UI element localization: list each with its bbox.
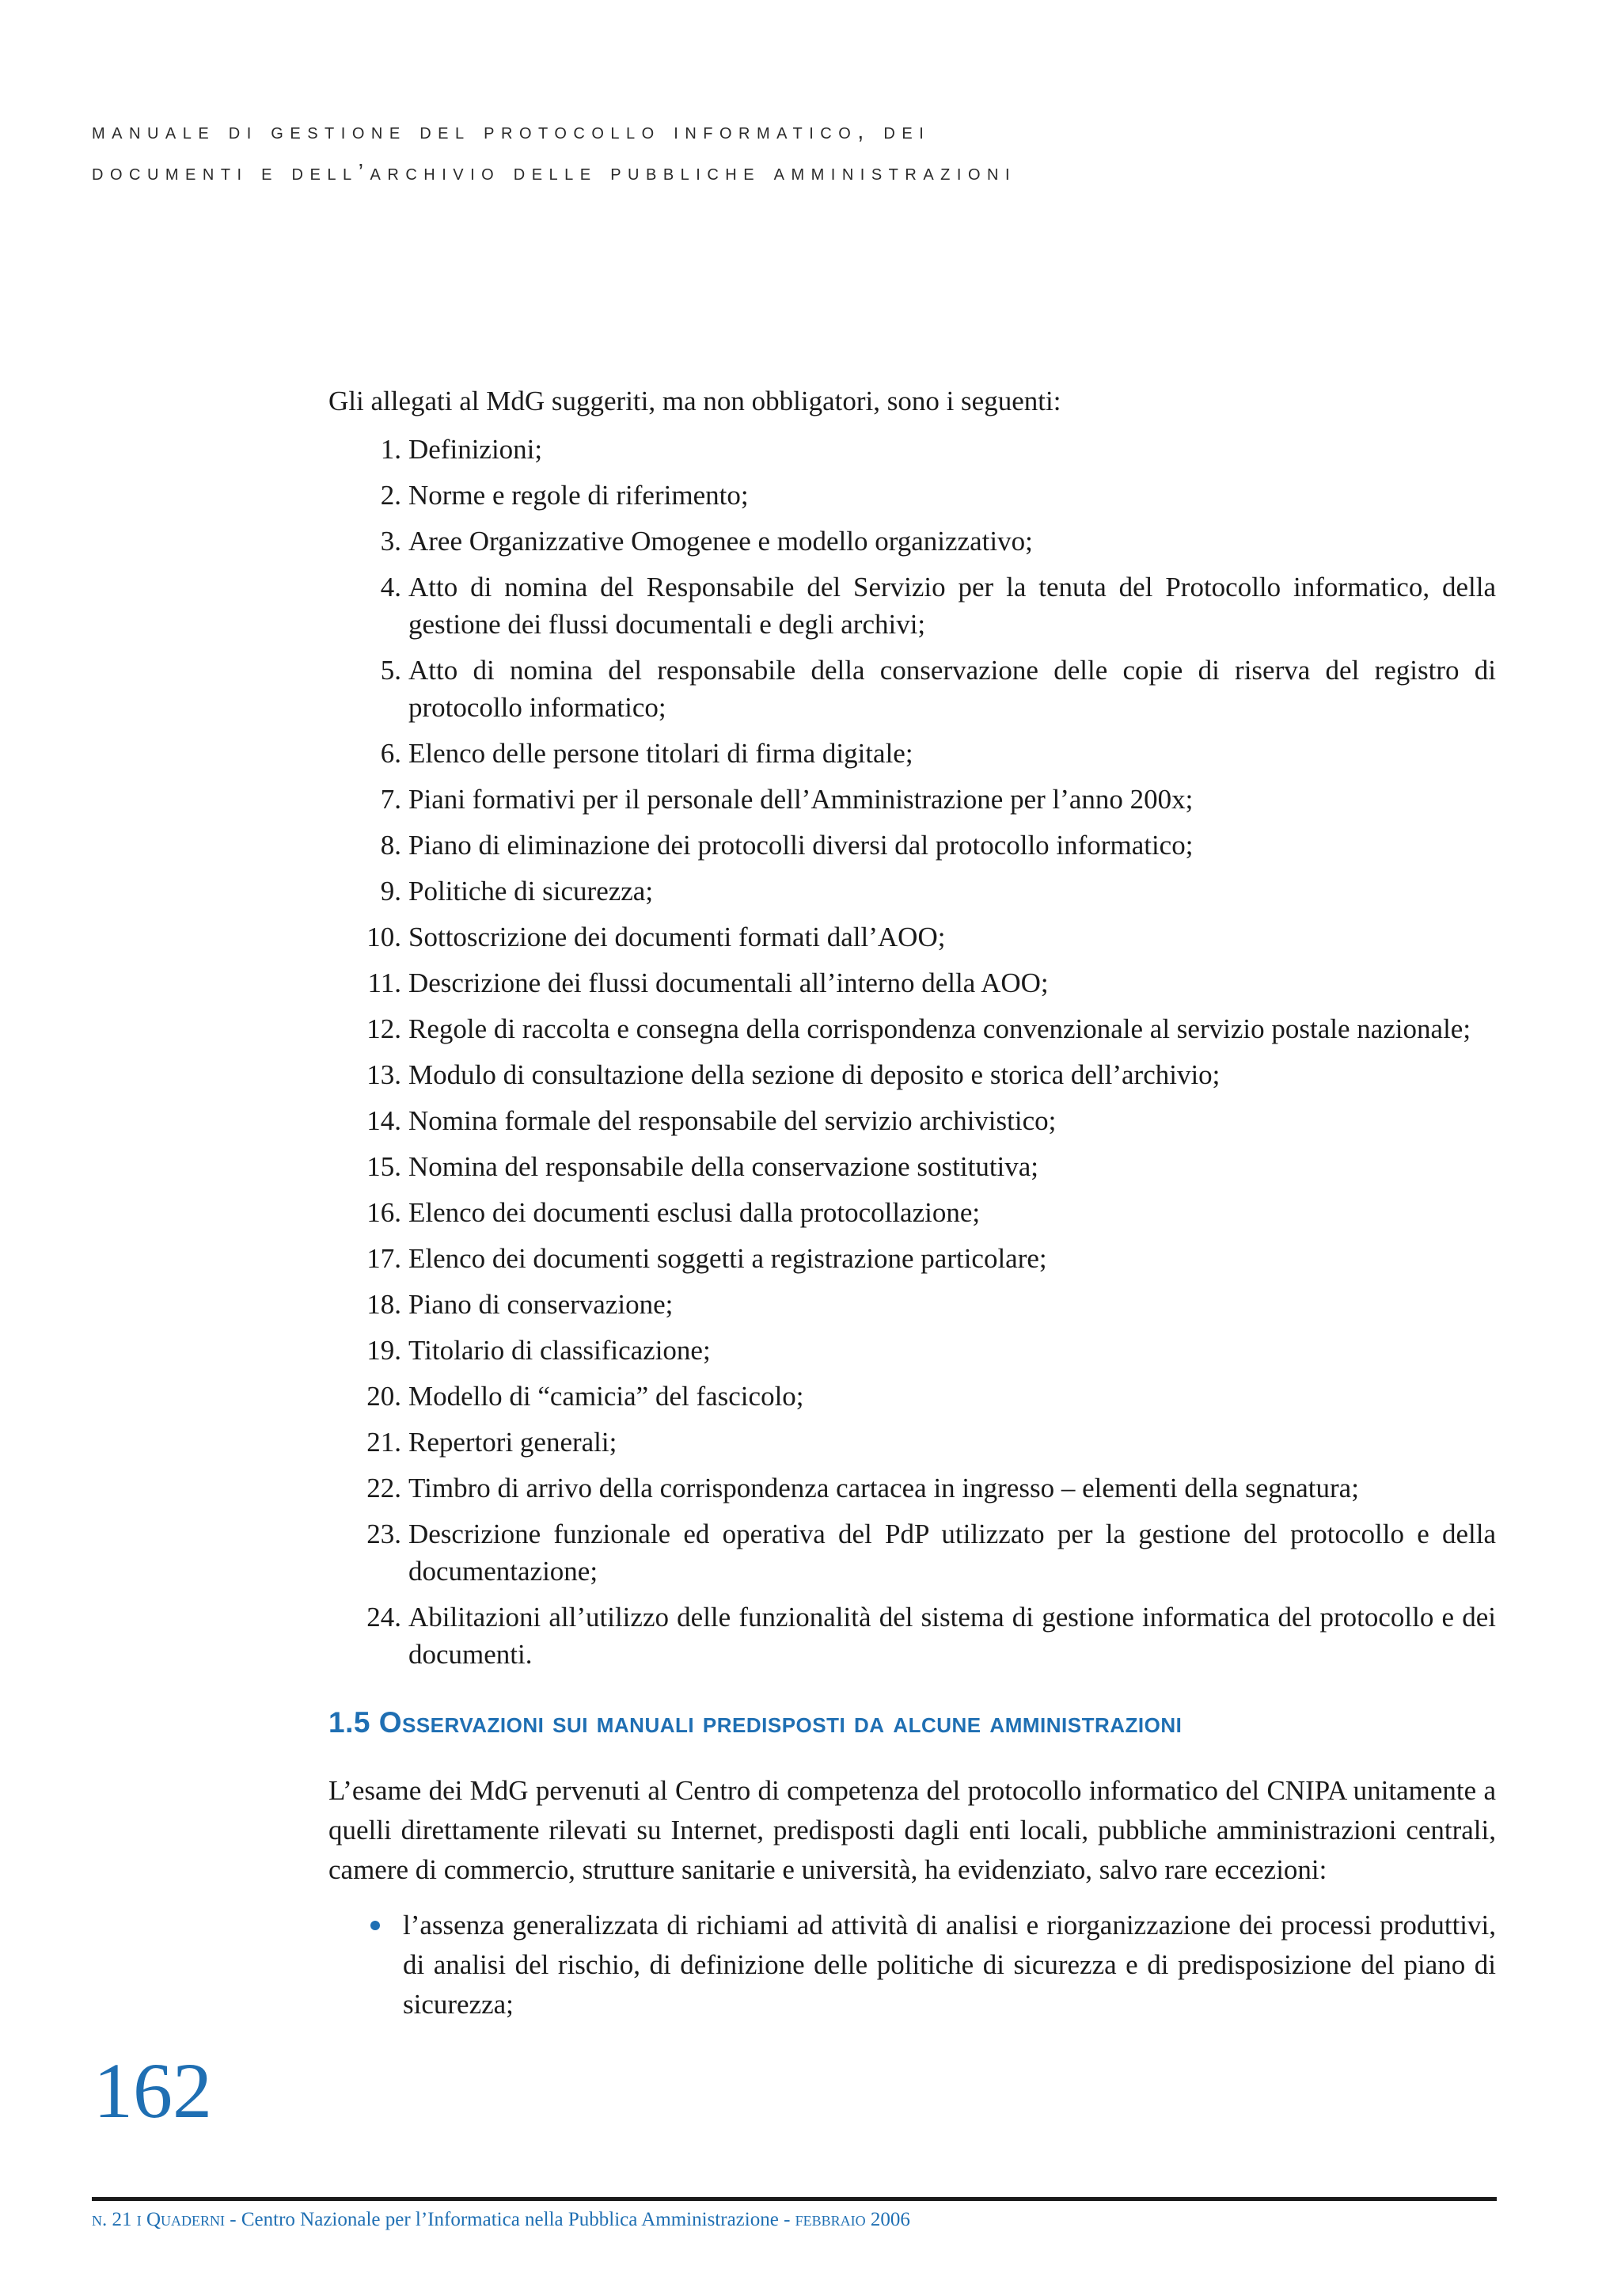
list-item-text: Descrizione funzionale ed operativa del PdP utilizzato per la gestione del protocollo e della documentazione; <box>408 1519 1496 1587</box>
section-heading: 1.5 Osservazioni sui manuali predisposti da alcune amministrazioni <box>328 1706 1183 1739</box>
list-item-text: Repertori generali; <box>408 1427 617 1458</box>
list-item <box>328 431 1496 468</box>
list-item-number: 13. <box>366 1059 401 1090</box>
list-item-number: 17. <box>366 1243 401 1274</box>
list-item <box>328 781 1496 818</box>
list-item <box>328 1286 1496 1323</box>
list-item <box>328 1148 1496 1185</box>
list-item <box>328 735 1496 772</box>
bullet-text: l’assenza generalizzata di richiami ad attività di analisi e riorganizzazione dei processi produttivi, di analisi del rischio, di definizione delle politiche di sicurezza e di predisposizione del piano di sicurezza; <box>403 1910 1496 2020</box>
list-item-number: 1. <box>380 434 401 465</box>
list-item-number: 11. <box>367 967 401 998</box>
running-header-line-2: documenti e dell’archivio delle pubbliche amministrazioni <box>92 160 1017 185</box>
list-item-number: 22. <box>366 1473 401 1503</box>
attachments-list <box>328 431 1496 1673</box>
list-item-number: 12. <box>366 1013 401 1044</box>
list-item-number: 9. <box>380 876 401 907</box>
list-item-text: Piano di eliminazione dei protocolli diversi dal protocollo informatico; <box>408 830 1194 861</box>
list-item-text: Regole di raccolta e consegna della corrispondenza convenzionale al servizio postale nazionale; <box>408 1013 1471 1044</box>
list-item-number: 18. <box>366 1289 401 1320</box>
list-item <box>328 1056 1496 1093</box>
footer-organization: Centro Nazionale per l’Informatica nella Pubblica Amministrazione <box>241 2209 779 2230</box>
footer-issue: n. 21 i Quaderni <box>92 2209 226 2230</box>
list-item-number: 2. <box>380 480 401 511</box>
list-item-text: Sottoscrizione dei documenti formati dall’AOO; <box>408 922 946 952</box>
list-item-text: Piano di conservazione; <box>408 1289 674 1320</box>
list-item <box>328 1469 1496 1507</box>
list-item-number: 5. <box>380 655 401 686</box>
list-item <box>328 1010 1496 1047</box>
bullet-icon <box>328 1906 403 2024</box>
list-item-number: 3. <box>380 526 401 557</box>
footer-divider <box>92 2197 1497 2201</box>
list-item <box>328 1194 1496 1231</box>
list-item <box>328 872 1496 910</box>
list-item <box>328 1515 1496 1590</box>
running-header <box>92 111 1517 193</box>
list-item-text: Atto di nomina del Responsabile del Servizio per la tenuta del Protocollo informatico, della gestione dei flussi documentali e degli archivi; <box>408 572 1496 640</box>
list-item-text: Piani formativi per il personale dell’Amministrazione per l’anno 200x; <box>408 784 1194 815</box>
list-item-number: 7. <box>380 784 401 815</box>
list-item-text: Descrizione dei flussi documentali all’interno della AOO; <box>408 967 1049 998</box>
list-item-number: 23. <box>366 1519 401 1549</box>
list-item-number: 21. <box>366 1427 401 1458</box>
list-item-number: 6. <box>380 738 401 769</box>
list-item-number: 20. <box>366 1381 401 1412</box>
footer <box>92 2209 910 2231</box>
list-item <box>328 477 1496 514</box>
list-item <box>328 1424 1496 1461</box>
footer-separator: - <box>225 2209 241 2230</box>
list-item-text: Titolario di classificazione; <box>408 1335 711 1366</box>
list-item-text: Abilitazioni all’utilizzo delle funzionalità del sistema di gestione informatica del protocollo e dei documenti. <box>408 1602 1496 1670</box>
list-item-text: Definizioni; <box>408 434 543 465</box>
list-item <box>328 964 1496 1002</box>
list-item-number: 15. <box>366 1151 401 1182</box>
list-item-text: Elenco dei documenti soggetti a registrazione particolare; <box>408 1243 1047 1274</box>
list-item <box>328 1332 1496 1369</box>
list-item-number: 16. <box>366 1197 401 1228</box>
list-item-text: Modulo di consultazione della sezione di deposito e storica dell’archivio; <box>408 1059 1220 1090</box>
list-item-text: Modello di “camicia” del fascicolo; <box>408 1381 804 1412</box>
observations-list <box>328 1906 1496 2024</box>
section-paragraph: L’esame dei MdG pervenuti al Centro di competenza del protocollo informatico del CNIPA unitamente a quelli direttamente rilevati su Internet, predisposti dagli enti locali, pubbliche amministrazioni centrali, camere di commercio, strutture sanitarie e università, ha evidenziato, salvo rare eccezioni: <box>328 1775 1496 1885</box>
list-item <box>328 568 1496 643</box>
list-item-number: 4. <box>380 572 401 603</box>
list-item-text: Elenco dei documenti esclusi dalla protocollazione; <box>408 1197 981 1228</box>
running-header-line-1: manuale di gestione del protocollo informatico, dei <box>92 119 931 144</box>
intro-paragraph: Gli allegati al MdG suggeriti, ma non obbligatori, sono i seguenti: <box>328 386 1061 416</box>
list-item-text: Nomina formale del responsabile del servizio archivistico; <box>408 1105 1057 1136</box>
list-item <box>328 1240 1496 1277</box>
list-item-text: Politiche di sicurezza; <box>408 876 654 907</box>
list-item <box>328 827 1496 864</box>
list-item-number: 10. <box>366 922 401 952</box>
list-item-text: Norme e regole di riferimento; <box>408 480 749 511</box>
footer-separator: - <box>778 2209 795 2230</box>
list-item-text: Elenco delle persone titolari di firma digitale; <box>408 738 913 769</box>
list-item-number: 8. <box>380 830 401 861</box>
main-content <box>328 382 1496 2024</box>
list-item-text: Timbro di arrivo della corrispondenza cartacea in ingresso – elementi della segnatura; <box>408 1473 1359 1503</box>
footer-date: febbraio 2006 <box>795 2209 910 2230</box>
list-item-text: Nomina del responsabile della conservazione sostitutiva; <box>408 1151 1039 1182</box>
list-item-text: Aree Organizzative Omogenee e modello organizzativo; <box>408 526 1033 557</box>
page-number: 162 <box>93 2047 212 2134</box>
list-item <box>328 523 1496 560</box>
list-item <box>328 1378 1496 1415</box>
list-item-number: 24. <box>366 1602 401 1633</box>
list-item <box>328 1102 1496 1139</box>
list-item-text: Atto di nomina del responsabile della conservazione delle copie di riserva del registro di protocollo informatico; <box>408 655 1496 723</box>
list-item <box>328 652 1496 726</box>
list-item <box>328 1598 1496 1673</box>
list-item-number: 19. <box>366 1335 401 1366</box>
list-item <box>328 918 1496 956</box>
bullet-item <box>328 1906 1496 2024</box>
list-item-number: 14. <box>366 1105 401 1136</box>
